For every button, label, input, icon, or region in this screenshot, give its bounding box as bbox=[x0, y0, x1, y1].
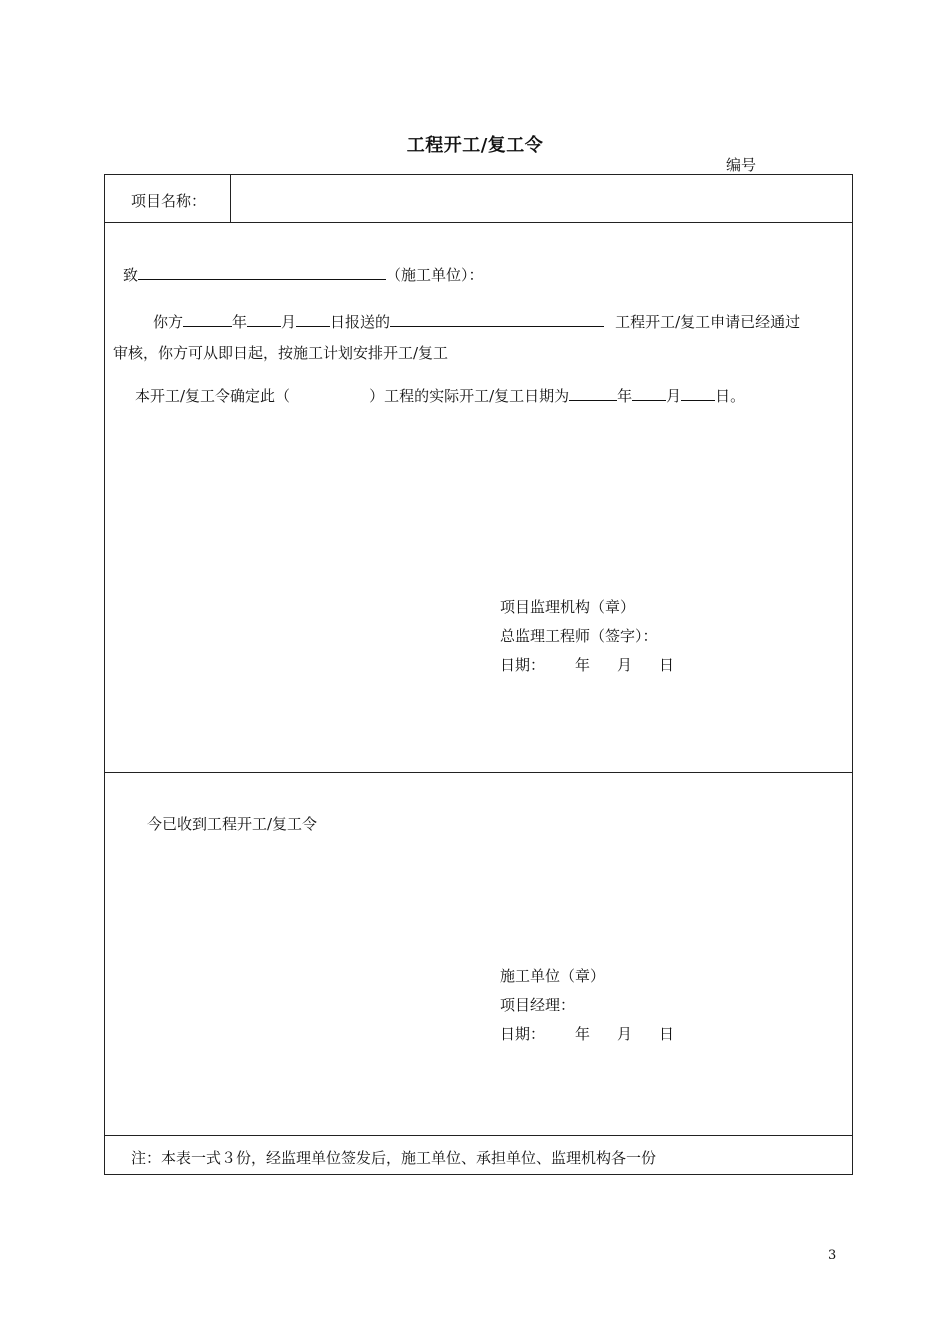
p2-year-label: 年 bbox=[617, 387, 633, 405]
contractor-date-line bbox=[500, 1024, 674, 1044]
p2-text: 本开工/复工令确定此（ bbox=[135, 387, 291, 405]
month-blank[interactable] bbox=[247, 311, 281, 327]
paragraph-1-line-1 bbox=[153, 311, 800, 332]
contractor-org-label: 施工单位（章） bbox=[500, 967, 606, 985]
month-label: 月 bbox=[617, 656, 633, 674]
paragraph-1-line-2: 审核，你方可从即日起，按施工计划安排开工/复工 bbox=[113, 344, 449, 362]
receipt-text: 今已收到工程开工/复工令 bbox=[147, 815, 318, 833]
project-name-label: 项目名称： bbox=[131, 192, 207, 210]
column-divider bbox=[230, 175, 231, 222]
p1-year-label: 年 bbox=[232, 313, 248, 331]
day-label: 日 bbox=[659, 656, 675, 674]
year-blank[interactable] bbox=[569, 385, 617, 401]
addressee-line bbox=[123, 264, 484, 285]
year-label: 年 bbox=[575, 656, 591, 674]
year-blank[interactable] bbox=[183, 311, 232, 327]
page-title: 工程开工/复工令 bbox=[406, 135, 544, 156]
row-divider bbox=[105, 1135, 852, 1136]
form-table bbox=[104, 174, 853, 1175]
to-prefix: 致 bbox=[123, 266, 139, 284]
page-number: 3 bbox=[828, 1248, 837, 1263]
supervisor-date-line bbox=[500, 655, 674, 675]
chief-engineer-signature-label: 总监理工程师（签字）： bbox=[500, 627, 658, 645]
p1-text: 你方 bbox=[153, 313, 184, 331]
p1-month-label: 月 bbox=[281, 313, 297, 331]
supervisor-org-label: 项目监理机构（章） bbox=[500, 598, 636, 616]
month-blank[interactable] bbox=[632, 385, 666, 401]
contractor-name-blank[interactable] bbox=[138, 264, 386, 280]
p2-month-label: 月 bbox=[666, 387, 682, 405]
day-label: 日 bbox=[659, 1025, 675, 1043]
month-label: 月 bbox=[617, 1025, 633, 1043]
to-suffix: （施工单位）： bbox=[386, 266, 484, 284]
footer-note: 注：本表一式３份，经监理单位签发后，施工单位、承担单位、监理机构各一份 bbox=[131, 1149, 657, 1167]
p1-day-label: 日报送的 bbox=[330, 313, 391, 331]
day-blank[interactable] bbox=[681, 385, 715, 401]
p2-text-2: ）工程的实际开工/复工日期为 bbox=[369, 387, 570, 405]
p1-text-2: 工程开工/复工申请已经通过 bbox=[615, 313, 801, 331]
serial-number-label: 编号 bbox=[726, 156, 757, 174]
project-manager-label: 项目经理： bbox=[500, 996, 576, 1014]
row-divider bbox=[105, 222, 852, 223]
day-blank[interactable] bbox=[296, 311, 330, 327]
row-divider bbox=[105, 772, 852, 773]
date-label: 日期： bbox=[500, 1025, 546, 1043]
p2-day-label: 日。 bbox=[715, 387, 746, 405]
date-label: 日期： bbox=[500, 656, 546, 674]
paragraph-2 bbox=[135, 385, 745, 406]
year-label: 年 bbox=[575, 1025, 591, 1043]
project-name-field[interactable] bbox=[245, 191, 835, 211]
project-blank[interactable] bbox=[390, 311, 604, 327]
